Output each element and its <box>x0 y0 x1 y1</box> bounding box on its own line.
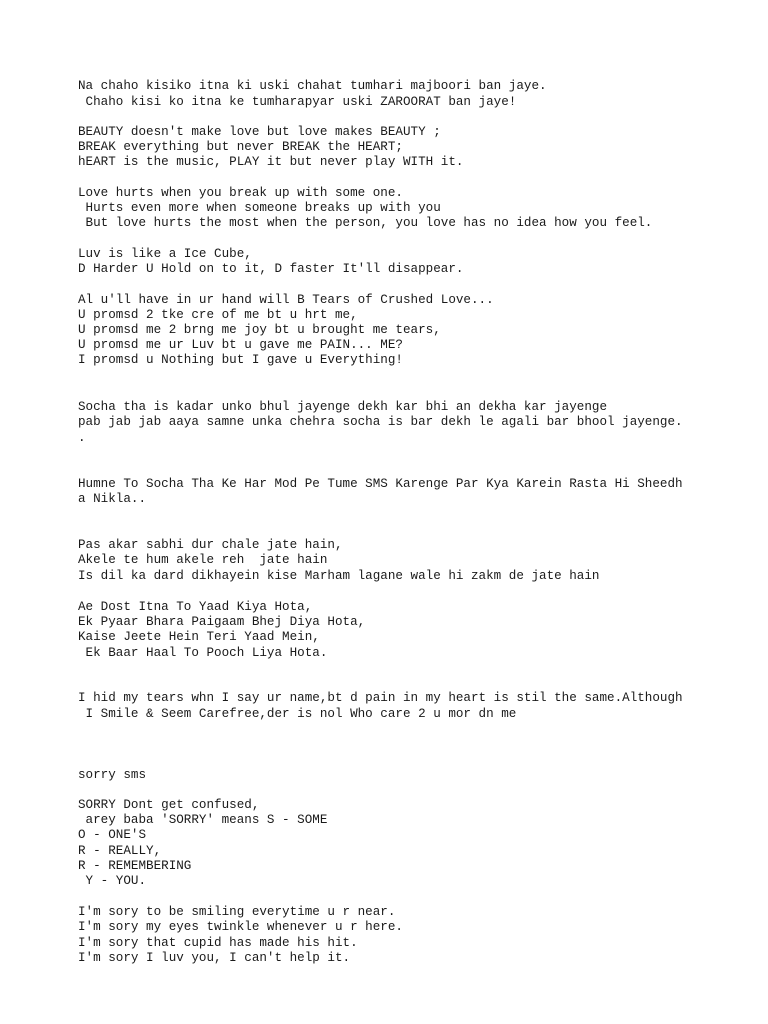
text-line: Pas akar sabhi dur chale jate hain, <box>78 538 343 552</box>
text-line: I promsd u Nothing but I gave u Everything! <box>78 353 403 367</box>
text-line: Love hurts when you break up with some one. <box>78 186 403 200</box>
text-line: Ae Dost Itna To Yaad Kiya Hota, <box>78 600 313 614</box>
text-line: Socha tha is kadar unko bhul jayenge dekh kar bhi an dekha kar jayenge <box>78 400 608 414</box>
text-line: Kaise Jeete Hein Teri Yaad Mein, <box>78 630 320 644</box>
text-line: I'm sory that cupid has made his hit. <box>78 936 358 950</box>
text-line: Humne To Socha Tha Ke Har Mod Pe Tume SMS Karenge Par Kya Karein Rasta Hi Sheedh <box>78 477 683 491</box>
text-line: arey baba 'SORRY' means S - SOME <box>78 813 328 827</box>
text-line: I'm sory I luv you, I can't help it. <box>78 951 351 965</box>
text-line: a Nikla.. <box>78 492 147 506</box>
text-line: Y - YOU. <box>78 874 147 888</box>
text-line: Na chaho kisiko itna ki uski chahat tumhari majboori ban jaye. <box>78 79 547 93</box>
text-line: I'm sory my eyes twinkle whenever u r here. <box>78 920 403 934</box>
text-line: Ek Baar Haal To Pooch Liya Hota. <box>78 646 328 660</box>
text-line: O - ONE'S <box>78 828 147 842</box>
text-line: BEAUTY doesn't make love but love makes BEAUTY ; <box>78 125 441 139</box>
text-line: SORRY Dont get confused, <box>78 798 260 812</box>
text-line: Luv is like a Ice Cube, <box>78 247 252 261</box>
text-line: R - REMEMBERING <box>78 859 192 873</box>
text-line: Hurts even more when someone breaks up with you <box>78 201 441 215</box>
text-line: Is dil ka dard dikhayein kise Marham lagane wale hi zakm de jate hain <box>78 569 600 583</box>
text-line: Ek Pyaar Bhara Paigaam Bhej Diya Hota, <box>78 615 366 629</box>
text-line: BREAK everything but never BREAK the HEART; <box>78 140 403 154</box>
text-line: But love hurts the most when the person, you love has no idea how you feel. <box>78 216 653 230</box>
text-line: I Smile & Seem Carefree,der is nol Who care 2 u mor dn me <box>78 707 517 721</box>
text-line: I'm sory to be smiling everytime u r near. <box>78 905 396 919</box>
text-line: U promsd me ur Luv bt u gave me PAIN... ME? <box>78 338 403 352</box>
text-line: Al u'll have in ur hand will B Tears of Crushed Love... <box>78 293 494 307</box>
text-line: U promsd me 2 brng me joy bt u brought me tears, <box>78 323 441 337</box>
text-line: . <box>78 431 86 445</box>
text-line: U promsd 2 tke cre of me bt u hrt me, <box>78 308 358 322</box>
text-line: R - REALLY, <box>78 844 162 858</box>
text-line: Chaho kisi ko itna ke tumharapyar uski ZAROORAT ban jaye! <box>78 95 517 109</box>
text-line: Akele te hum akele reh jate hain <box>78 553 328 567</box>
text-line: D Harder U Hold on to it, D faster It'll disappear. <box>78 262 464 276</box>
text-line: I hid my tears whn I say ur name,bt d pain in my heart is stil the same.Although <box>78 691 683 705</box>
text-line: pab jab jab aaya samne unka chehra socha is bar dekh le agali bar bhool jayenge. <box>78 415 683 429</box>
text-line: sorry sms <box>78 768 147 782</box>
text-line: hEART is the music, PLAY it but never play WITH it. <box>78 155 464 169</box>
